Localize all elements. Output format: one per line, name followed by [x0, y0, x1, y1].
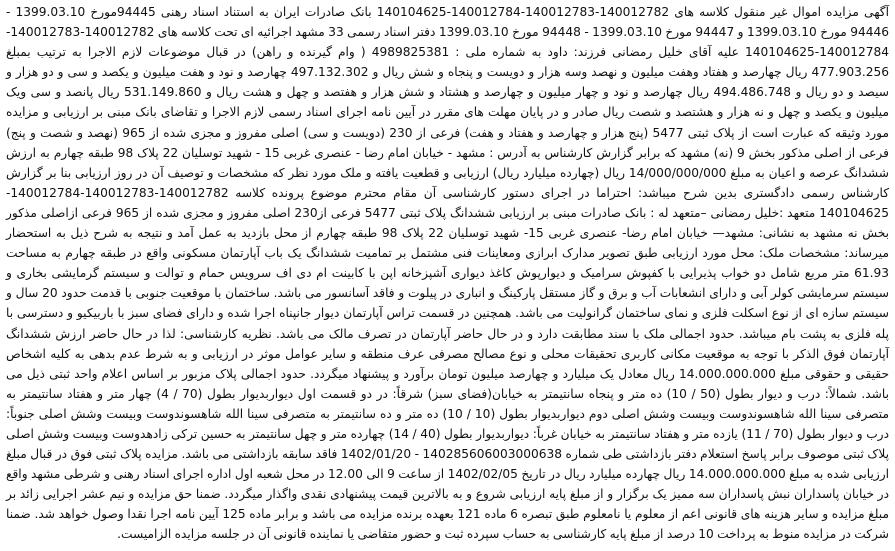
auction-notice-body-text: آگهی مزایده اموال غیر منقول کلاسه های 140012782-140012783-140012784-140104625 بانک صادرات ایران به استناد اسناد رهنی 94445مورخ 1399.03.10 - 94446 مورخ 1399.03.10 و 94447 مورخ 1399.03.10 - 94448 مورخ 1399.03.10 دفتر اسناد رسمی 33 مشهد اجرائیه ای تحت کلاسه های 140012782-140012783-140012784-140104625 علیه آقای خلیل رمضانی فرزند: داود به شماره ملی : 4989825381 ( وام گیرنده و راهن) در قبال موضوعات لازم الاجرا به ترتیب بمبلغ 477.903.256 ریال چهارصد و هفتاد وهفت میلیون و نهصد وسه هزار و دویست و پنجاه و شش ریال و 497.132.302 چهارصد و نود و هفت میلیون و یکصد و سی و دو هزار و سیصد و دو ریال و 494.486.748 ریال چهارصد و نود و چهار میلیون و چهارصد و هشتاد و شش هزار و هفتصد و چهل و هشت ریال و 531.149.860 ریال پانصد و سی ویک میلیون و یکصد و چهل و نه هزار و هشتصد و شصت ریال صادر و در پایان مهلت های مقرر در آیین نامه اجرای اسناد رسمی لازم الاجرا و تقاضای بانک مبنی بر ارزیابی و مزایده مورد وثیقه که عبارت است از پلاک ثبتی 5477 (پنج هزار و چهارصد و هفتاد و هفت) فرعی از 230 (دویست و سی) اصلی مفروز و مجزی شده از 965 (نهصد و شصت و پنج) فرعی از اصلی مذکور بخش 9 (نه) مشهد که برابر گزارش کارشناس به آدرس : مشهد - خیابان امام رضا - عنصری غربی 15 - شهید توسلیان 22 پلاک 98 طبقه چهارم به ارزش ششدانگ عرصه و اعیان به مبلغ 14/000/000/000 ریال (چهارده میلیارد ریال) ارزیابی و قطعیت یافته و ملک مورد نظر که مشخصات و توصیف آن در روز ارزیابی بنا بر گزارش کارشناس رسمی دادگستری بدین شرح میباشد: احتراما در اجرای دستور کارشناسی آن مقام محترم موضوع پرونده کلاسه 140012782-140012783-140012784-140104625 متعهد :خلیل رمضانی –متعهد له : بانک صادرات مبنی بر ارزیابی ششدانگ پلاک ثبتی 5477 فرعی از230 اصلی مفروز و مجزی شده از 965 فرعی ازاصلی مذکور بخش نه مشهد به نشانی: مشهد— خیابان امام رضا- عنصری غربی 15- شهید توسلیان 22 پلاک 98 طبقه چهارم از محل بازدید به عمل آمد و نتیجه به شرح ذیل به استحضار میرساند: مشخصات ملک: محل مورد ارزیابی طبق تصویر مدارک ابرازی ومعاینات فنی مشتمل بر تمامیت ششدانگ یک باب آپارتمان مسکونی واقع در طبقه چهارم به مساحت 61.93 متر مربع شامل دو خواب پذیرایی با کفپوش سرامیک و دیوارپوش کاغذ دیواری آشپزخانه اپن با کابینت ام دی اف سرویس حمام و توالت و سیستم گرمایشی بخاری و سیستم سرمایشی کولر آبی و دارای انشعابات آب و برق و گاز مستقل پارکینگ و انباری در پیلوت و فاقد آسانسور می باشد. ساختمان با موقعیت جنوبی با قدمت حدود 20 سال و سیستم سازه ای از نوع اسکلت فلزی و نمای ساختمان گرانولیت می باشد. همچنین در قسمت تراس آپارتمان دیوار جانپناه اجرا شده و دارای فضای سبز با باربیکیو و دسترسی با پله فلزی به پشت بام میباشد. حدود اجمالی ملک با سند مطابقت دارد و در حال حاضر آپارتمان در تصرف مالک می باشد. نظریه کارشناسی: لذا در حال حاضر ارزش ششدانگ آپارتمان فوق الذکر با توجه به موقعیت مکانی کاربری تحقیقات محلی و نوع مصالح مصرفی عرف منطقه و سایر عوامل موثر در ارزیابی و به شرط عدم بدهی به کلیه اشخاص حقیقی و حقوقی مبلغ 14.000.000.000 ریال معادل یک میلیارد و چهارصد میلیون تومان برآورد و پیشنهاد میگردد. حدود اجمالی پلاک مزبور بر اساس اعلام واحد ثبتی ذیل می باشد. شمالاً: درب و دیوار بطول (50 / 10) ده متر و پنجاه سانتیمتر به خیابان(فضای سبز) شرقاً: در دو قسمت اول دیواربدیوار بطول (70 / 4) چهار متر و هفتاد سانتیمتر به متصرفی سینا الله شاهسوندوست وبیست وشش اصلی دوم دیواربدیوار بطول (10 / 10) ده متر و ده سانتیمتر به متصرفی سینا الله شاهسوندوست وبیست وشش اصلی جنوباً: درب و دیوار بطول (70 / 11) یازده متر و هفتاد سانتیمتر به خیابان غرباً: دیواربدیوار بطول (40 / 14) چهارده متر و چهل سانتیمتر به حسین ترکی زادهدوست وبیست وشش اصلی پلاک ثبتی موصوف برابر پاسخ استعلام دفتر بازداشتی طی شماره 140285606003000638 - 1402/01/20 فاقد سابقه بازداشتی می باشد. مزایده پلاک ثبتی فوق در قبال مبلغ ارزیابی شده به مبلغ 14.000.000.000 ریال چهارده میلیارد ریال در تاریخ 1402/02/05 از ساعت 9 الی 12.00 در محل شعبه اول اداره اجرای اسناد رهنی و شرطی مشهد واقع در خیابان پاسداران نبش پاسداران سه ممیز یک برگزار و از مبلغ پایه ارزیابی شروع و به بالاترین قیمت پیشنهادی نقدی واگذار میگردد. ضمنا حق مزایده و نیم عشر اجرایی زائد بر مبلغ مزایده و سایر هزینه های قانونی اعم از معلوم یا نامعلوم طبق تبصره 6 ماده 121 بعهده برنده مزایده می باشد و برابر ماده 125 آیین نامه اجرا نقدا وصول خواهد شد. ضمنا شرکت در مزایده منوط به پرداخت 10 درصد از مبلغ پایه کارشناسی به حساب سپرده ثبت و حضور متقاضی یا نماینده قانونی آن در جلسه مزایده الزامیست.	[6, 5, 890, 542]
